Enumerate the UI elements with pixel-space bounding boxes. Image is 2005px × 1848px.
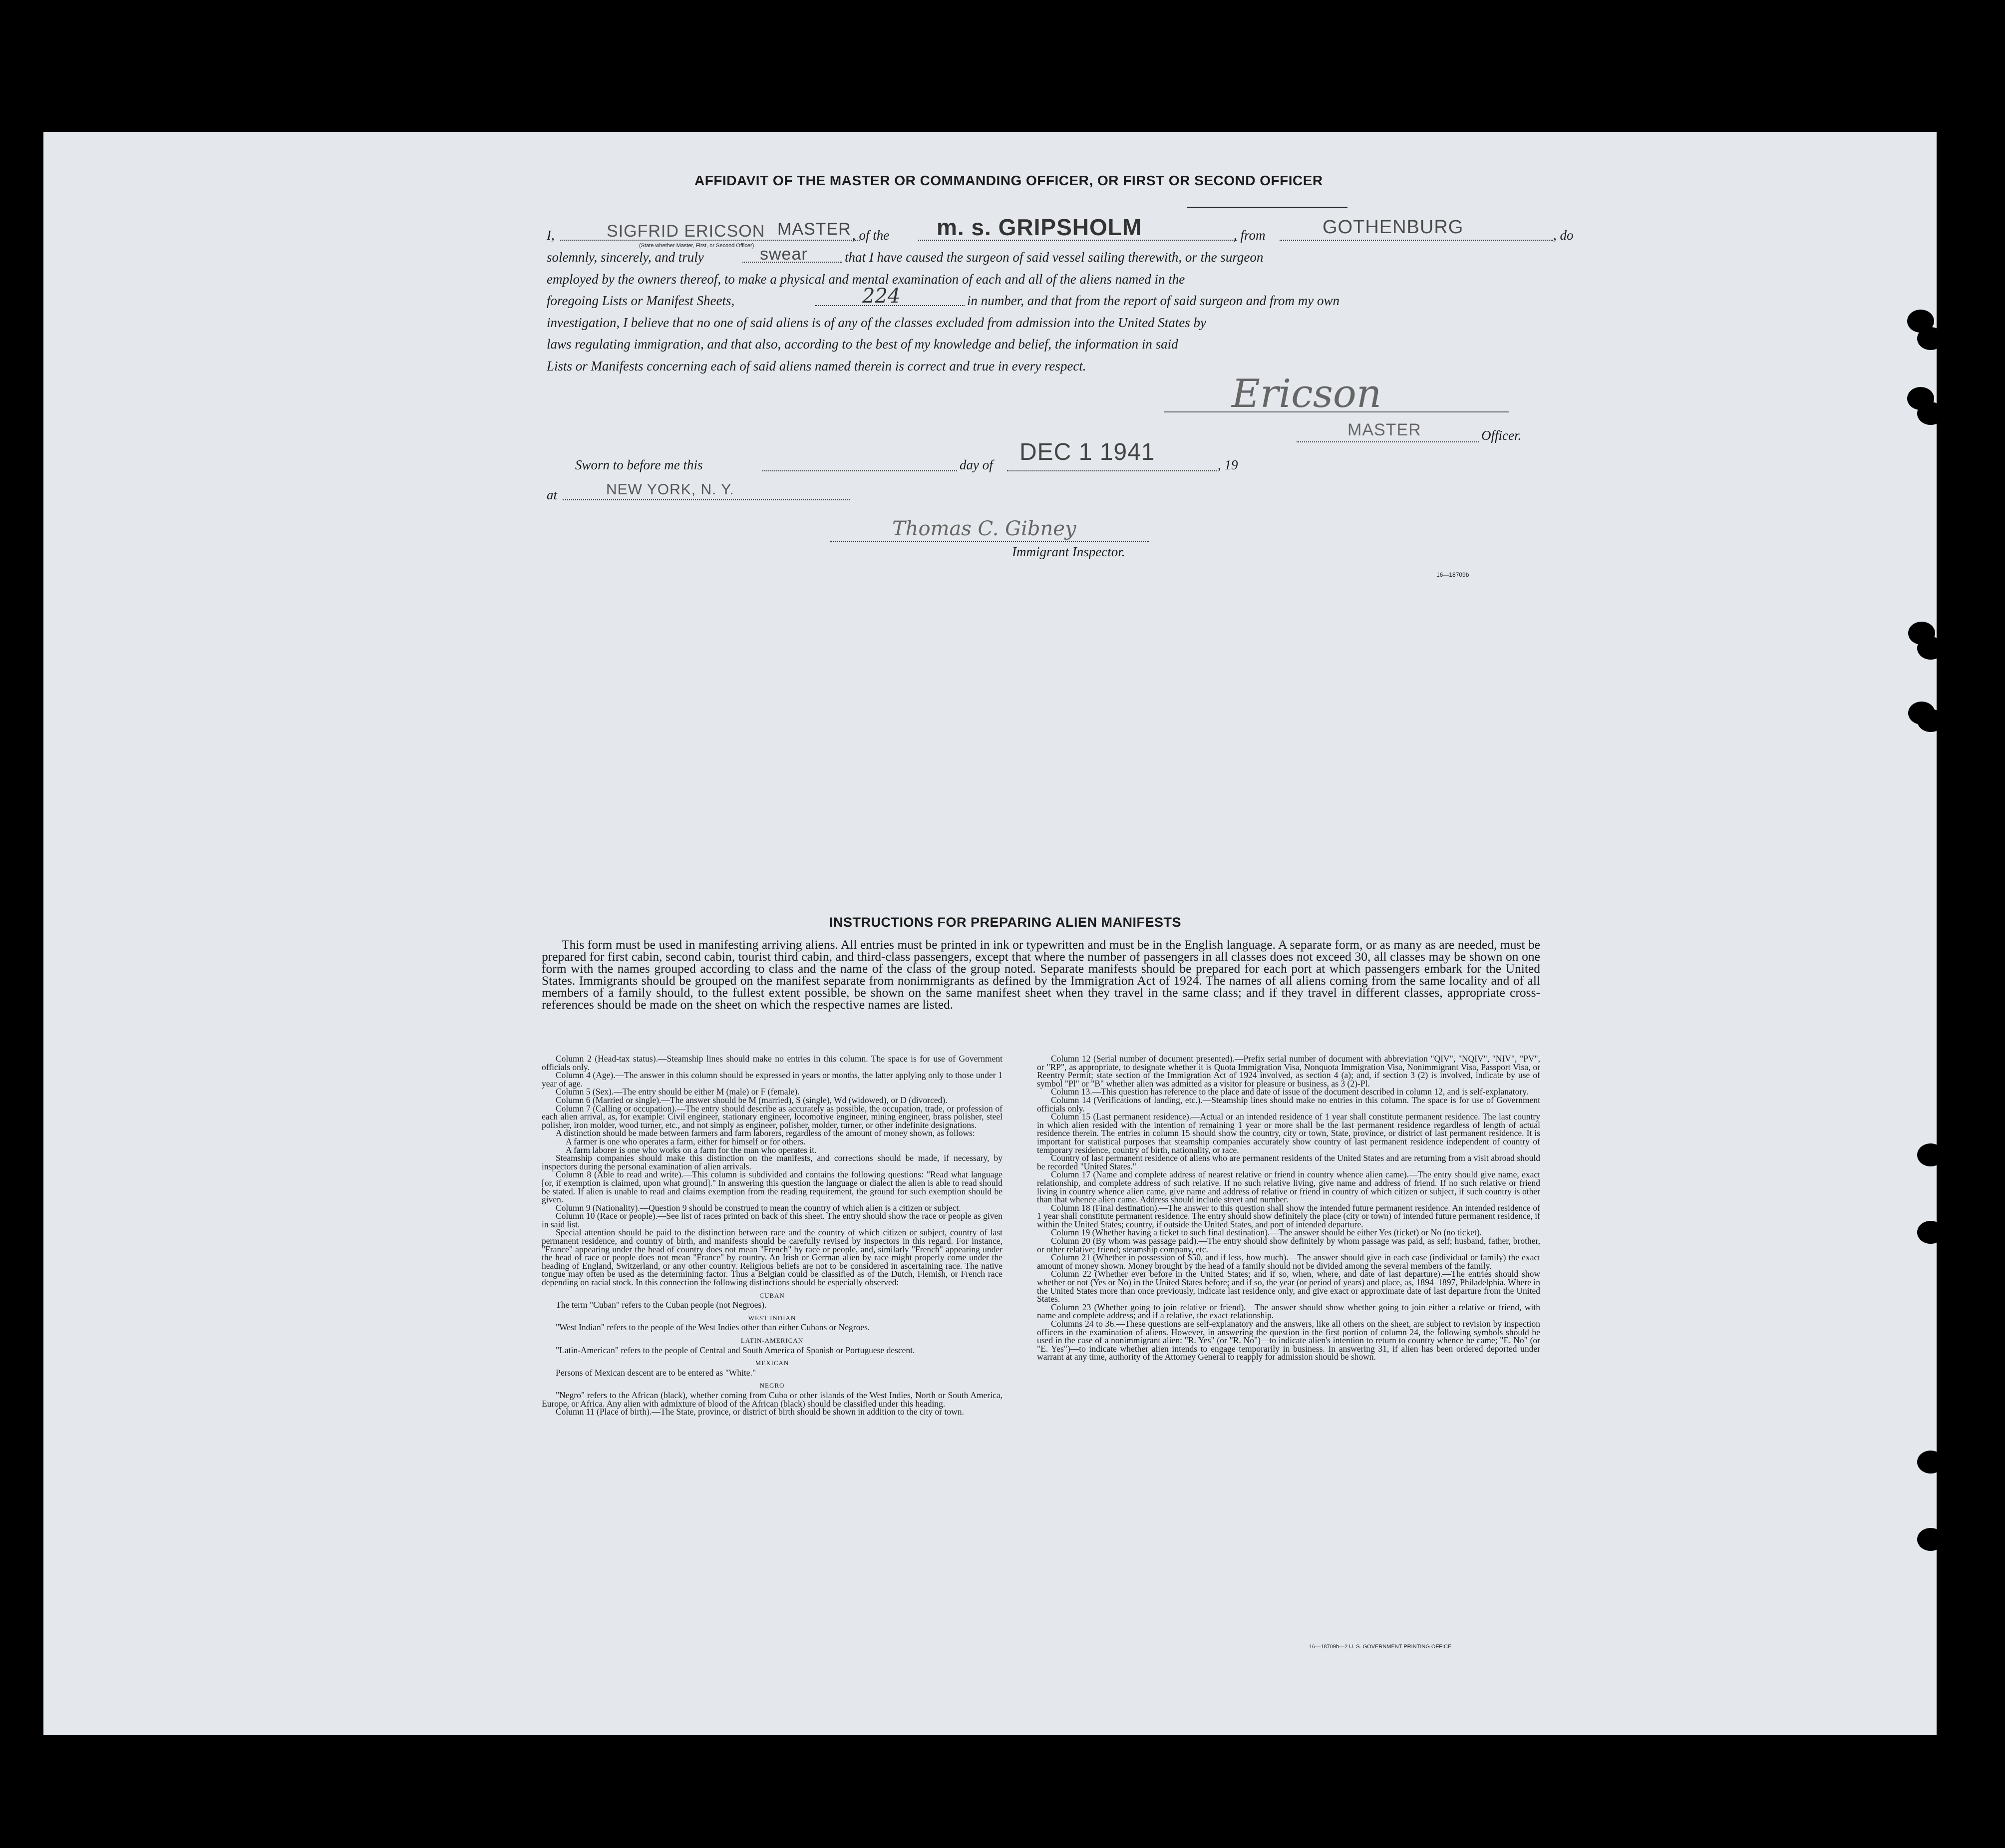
right-paragraph: Column 13.—This question has reference to the place and date of issue of the document described in column 12, and is self-explanatory. <box>1051 1087 1529 1097</box>
instructions-title: INSTRUCTIONS FOR PREPARING ALIEN MANIFESTS <box>829 915 1182 930</box>
right-paragraph: Columns 24 to 36.—These questions are self-explanatory and the answers, like all others on the sheet, are subject to revision by inspection officers in the examination of aliens. However, in answering the question in the first portion of column 24, the following symbols should be used in the case of a nonimmigrant alien: "R. Yes" (or "R. No")—to indicate alien's intention to return to country whence he came; "E. No" (or "E. Yes")—to indicate whether alien intends to engage temporarily in business. In answering 31, if alien has been ordered deported under warrant at any time, authority of the Attorney General to reapply for admission should be shown. <box>1037 1319 1540 1362</box>
affidavit-title: AFFIDAVIT OF THE MASTER OR COMMANDING OFFICER, OR FIRST OR SECOND OFFICER <box>694 173 1323 188</box>
officer-rank: MASTER <box>777 220 851 239</box>
left-paragraph: A farmer is one who operates a farm, either for himself or for others. <box>566 1136 806 1146</box>
right-paragraph: Country of last permanent residence of aliens who are permanent residents of the United States and are returning from a visit abroad should be recorded "United States." <box>1037 1153 1540 1171</box>
alien-count: 224 <box>862 285 901 308</box>
rank-note: (State whether Master, First, or Second Officer) <box>639 243 754 249</box>
left-paragraph: Column 8 (Able to read and write).—This column is subdivided and contains the following questions: "Read what language [or, if exemption is claimed, upon what ground]." In answering this question the language or dialect the alien is able to read should be stated. If alien is unable to read and claims exemption from the reading requirement, the ground for such exemption should be given. <box>542 1169 1002 1205</box>
at-text: at <box>547 487 558 502</box>
sworn-date-stamp: DEC 1 1941 <box>1019 439 1155 465</box>
oath-word: swear <box>760 245 808 264</box>
affidavit-line-2b: that I have caused the surgeon of said vessel sailing therewith, or the surgeon <box>845 250 1264 265</box>
inspector-title: Immigrant Inspector. <box>1012 544 1125 559</box>
affidavit-line-3: employed by the owners thereof, to make a physical and mental examination of each and all of the aliens named in the <box>547 272 1185 287</box>
definition-heading: NEGRO <box>759 1382 785 1390</box>
instructions-right-column <box>1037 1055 1540 1361</box>
right-paragraph: Column 14 (Verifications of landing, etc.).—Steamship lines should make no entries in this column. The space is for use of Government officials only. <box>1037 1095 1540 1113</box>
definition-text: "Negro" refers to the African (black), whether coming from Cuba or other islands of the West Indies, North or South America, Europe, or Africa. Any alien with admixture of blood of the African (black) should be classified under this heading. <box>542 1390 1002 1409</box>
left-paragraph: Column 7 (Calling or occupation).—The entry should describe as accurately as possible, the occupation, trade, or profession of each alien arrival, as, for example: Civil engineer, stationary engineer, locomotive engineer, mining engineer, brass polisher, steel polisher, iron molder, wood turner, etc., and not simply as engineer, polisher, molder, turner, or other indefinite designations. <box>542 1103 1002 1130</box>
definition-text: "West Indian" refers to the people of the West Indies other than either Cubans or Negroes. <box>556 1322 870 1333</box>
left-paragraph: Column 5 (Sex).—The entry should be either M (male) or F (female). <box>556 1087 800 1097</box>
right-paragraph: Column 19 (Whether having a ticket to such final destination).—The answer should be either Yes (ticket) or No (no ticket). <box>1051 1227 1482 1238</box>
sworn-text: Sworn to before me this <box>575 457 703 472</box>
sworn-month-line <box>1007 470 1217 471</box>
right-paragraph: Column 22 (Whether ever before in the United States; and if so, when, where, and date of last departure).—The entries should show whether or not (Yes or No) in the United States before; and if so, the year (or period of years) and place, as, 1894–1897, Philadelphia. Where in the United States more than once previously, indicate last residence only, and give exact or approximate date of last departure from the United States. <box>1037 1269 1540 1304</box>
right-paragraph: Column 15 (Last permanent residence).—Actual or an intended residence of 1 year shall constitute permanent residence. The last country in which alien resided with the intention of remaining 1 year or more shall be the last permanent residence regardless of length of actual residence therein. The entries in column 15 should show the country, city or town, State, province, or district of last permanent residence. It is important for statistical purposes that steamship companies accurately show country of last permanent residence independent of country of temporary residence, country of birth, nationality, or race. <box>1037 1111 1540 1155</box>
of-the-text: , of the <box>852 228 890 243</box>
definition-text: "Latin-American" refers to the people of Central and South America of Spanish or Portuguese descent. <box>556 1345 915 1355</box>
master-name: SIGFRID ERICSON <box>607 222 765 241</box>
signature-rule <box>1164 411 1509 412</box>
definition-text: The term "Cuban" refers to the Cuban people (not Negroes). <box>556 1300 767 1310</box>
day-of-text: day of <box>960 457 993 472</box>
left-paragraph: Special attention should be paid to the distinction between race and the country of which citizen or subject, country of last permanent residence, and country of birth, and manifests should be carefully revised by inspectors in this regard. For instance, "France" appearing under the head of country does not mean "French" by race or people, and, similarly "French" appearing under the head of race or people does not mean "France" by country. An Irish or German alien by race might properly come under the heading of England, Switzerland, or any other country. Religious beliefs are not to be considered in ascertaining race. The native tongue may often be used as the determining factor. Thus a Belgian could be classified as of the Dutch, Flemish, or French race depending on racial stock. In this connection the following distinctions should be especially observed: <box>542 1227 1002 1288</box>
affidavit-line-7: Lists or Manifests concerning each of said aliens named therein is correct and true in every respect. <box>547 359 1086 373</box>
place-stamp: NEW YORK, N. Y. <box>606 481 734 498</box>
place-line <box>563 499 850 500</box>
affidavit-line-6: laws regulating immigration, and that also, according to the best of my knowledge and belief, the information in said <box>547 337 1178 352</box>
binder-hole <box>1917 1143 1944 1166</box>
definition-heading: LATIN-AMERICAN <box>740 1337 804 1344</box>
left-paragraph: Column 9 (Nationality).—Question 9 should be construed to mean the country of which alien is a citizen or subject. <box>556 1202 961 1213</box>
inspector-signature: Thomas C. Gibney <box>892 517 1076 540</box>
left-paragraph: Steamship companies should make this distinction on the manifests, and corrections should be made, if necessary, by inspectors during the personal examination of alien arrivals. <box>542 1153 1002 1171</box>
right-paragraph: Column 23 (Whether going to join relative or friend).—The answer should show whether going to join either a relative or friend, with name and complete address; and if a relative, the exact relationship. <box>1037 1302 1540 1321</box>
master-signature: Ericson <box>1232 371 1382 416</box>
instructions-intro: This form must be used in manifesting arriving aliens. All entries must be printed in ink or typewritten and must be in the English language. A separate form, or as many as are needed, must be prepared for first cabin, second cabin, tourist third cabin, and third-class passengers, except that where the number of passengers in all classes does not exceed 30, all classes may be shown on one form with the names grouped according to class and the name of the class of the group noted. Separate manifests should be prepared for each port at which passengers embark for the United States. Immigrants should be grouped on the manifest separate from nonimmigrants as defined by the Immigration Act of 1924. The names of all aliens coming from the same locality and of all members of a family should, to the fullest extent possible, be shown on the same manifest sheet when they travel in the same class; and if they travel in different classes, appropriate cross-references should be made on the sheet on which the respective names are listed. <box>542 937 1540 1012</box>
port-line <box>1280 240 1553 241</box>
right-paragraph: Column 20 (By whom was passage paid).—The entry should show definitely by whom passage was paid, as self; husband, father, brother, or other relative; friend; steamship company, etc. <box>1037 1236 1540 1254</box>
right-paragraph: Column 21 (Whether in possession of $50, and if less, how much).—The answer should give in each case (individual or family) the exact amount of money shown. Money brought by the head of a family should not be divided among the several members of the family. <box>1037 1252 1540 1271</box>
binder-hole <box>1917 1221 1944 1244</box>
binder-hole <box>1917 327 1944 350</box>
affidavit-i: I, <box>547 228 555 243</box>
definition-text: Persons of Mexican descent are to be entered as "White." <box>556 1367 756 1378</box>
left-paragraph: Column 11 (Place of birth).—The State, province, or district of birth should be shown in addition to the city or town. <box>556 1407 964 1417</box>
affidavit-line-5: investigation, I believe that no one of said aliens is of any of the classes excluded from admission into the United States by <box>547 315 1207 330</box>
definition-heading: WEST INDIAN <box>748 1314 796 1322</box>
officer-word: Officer. <box>1481 428 1522 443</box>
binder-hole <box>1917 402 1944 425</box>
inspector-line <box>830 541 1149 542</box>
affidavit-line-4b: in number, and that from the report of said surgeon and from my own <box>967 293 1339 308</box>
binder-hole <box>1917 1528 1944 1551</box>
affidavit-line-2a: solemnly, sincerely, and truly <box>547 250 704 265</box>
instructions-intro-block <box>542 939 1540 1011</box>
vessel-name: m. s. GRIPSHOLM <box>937 214 1142 240</box>
year-prefix: , 19 <box>1218 457 1238 472</box>
left-paragraph: Column 6 (Married or single).—The answer should be M (married), S (single), Wd (widowed), or D (divorced). <box>556 1095 948 1105</box>
instructions-footer: 16—18709b—2 U. S. GOVERNMENT PRINTING OFFICE <box>1309 1644 1452 1650</box>
affidavit-line-4a: foregoing Lists or Manifest Sheets, <box>547 293 735 308</box>
manifest-page <box>43 132 1937 1735</box>
right-paragraph: Column 18 (Final destination).—The answer to this question shall show the intended future permanent residence. An intended residence of 1 year shall constitute permanent residence. The entry should show definitely the place (city or town) of intended future permanent residence, if within the United States; country, if outside the United States, and port of intended departure. <box>1037 1202 1540 1229</box>
left-paragraph: Column 4 (Age).—The answer in this column should be expressed in years or months, the latter applying only to those under 1 year of age. <box>542 1070 1002 1089</box>
left-paragraph: Column 2 (Head-tax status).—Steamship lines should make no entries in this column. The space is for use of Government officials only. <box>542 1054 1002 1072</box>
from-text: , from <box>1234 228 1266 243</box>
affidavit-form-number: 16—18709b <box>1436 571 1469 578</box>
binder-hole <box>1917 1451 1944 1474</box>
sworn-day-line <box>762 470 957 471</box>
left-paragraph: Column 10 (Race or people).—See list of races printed on back of this sheet. The entry should show the race or people as given in said list. <box>542 1211 1002 1229</box>
definition-heading: MEXICAN <box>755 1359 789 1367</box>
title-rule <box>1187 207 1347 208</box>
instructions-left-column <box>542 1055 1002 1416</box>
definition-heading: CUBAN <box>759 1291 785 1299</box>
officer-title: MASTER <box>1347 420 1421 439</box>
binder-hole <box>1917 709 1944 732</box>
left-paragraph: A farm laborer is one who works on a farm for the man who operates it. <box>566 1144 817 1155</box>
do-text: , do <box>1553 228 1574 243</box>
officer-title-line <box>1297 441 1479 442</box>
right-paragraph: Column 12 (Serial number of document presented).—Prefix serial number of document with abbreviation "QIV", "NQIV", "NIV", "PV", or "RP", as appropriate, to designate whether it is Quota Immigration Visa, Nonquota Immigration Visa, Nonimmigrant Visa, Passport Visa, or Reentry Permit; state section of the Immigration Act of 1924 involved, as section 4 (a); and, if section 3 (2) is involved, indicate by use of symbol "Pl" or "B" whether alien was admitted as a visitor for pleasure or business, as 3 (2)-Pl. <box>1037 1054 1540 1089</box>
right-paragraph: Column 17 (Name and complete address of nearest relative or friend in country whence alien came).—The entry should give name, exact relationship, and complete address of such relative. If no such relative living, give name and address of friend. If no such relative or friend living in country whence alien came, give name and address of relative or friend in country of which citizen or subject, if such country is other than that whence alien came. Address should include street and number. <box>1037 1169 1540 1205</box>
binder-hole <box>1917 637 1944 660</box>
left-paragraph: A distinction should be made between farmers and farm laborers, regardless of the amount of money shown, as follows: <box>556 1128 975 1138</box>
port-name: GOTHENBURG <box>1323 217 1464 238</box>
